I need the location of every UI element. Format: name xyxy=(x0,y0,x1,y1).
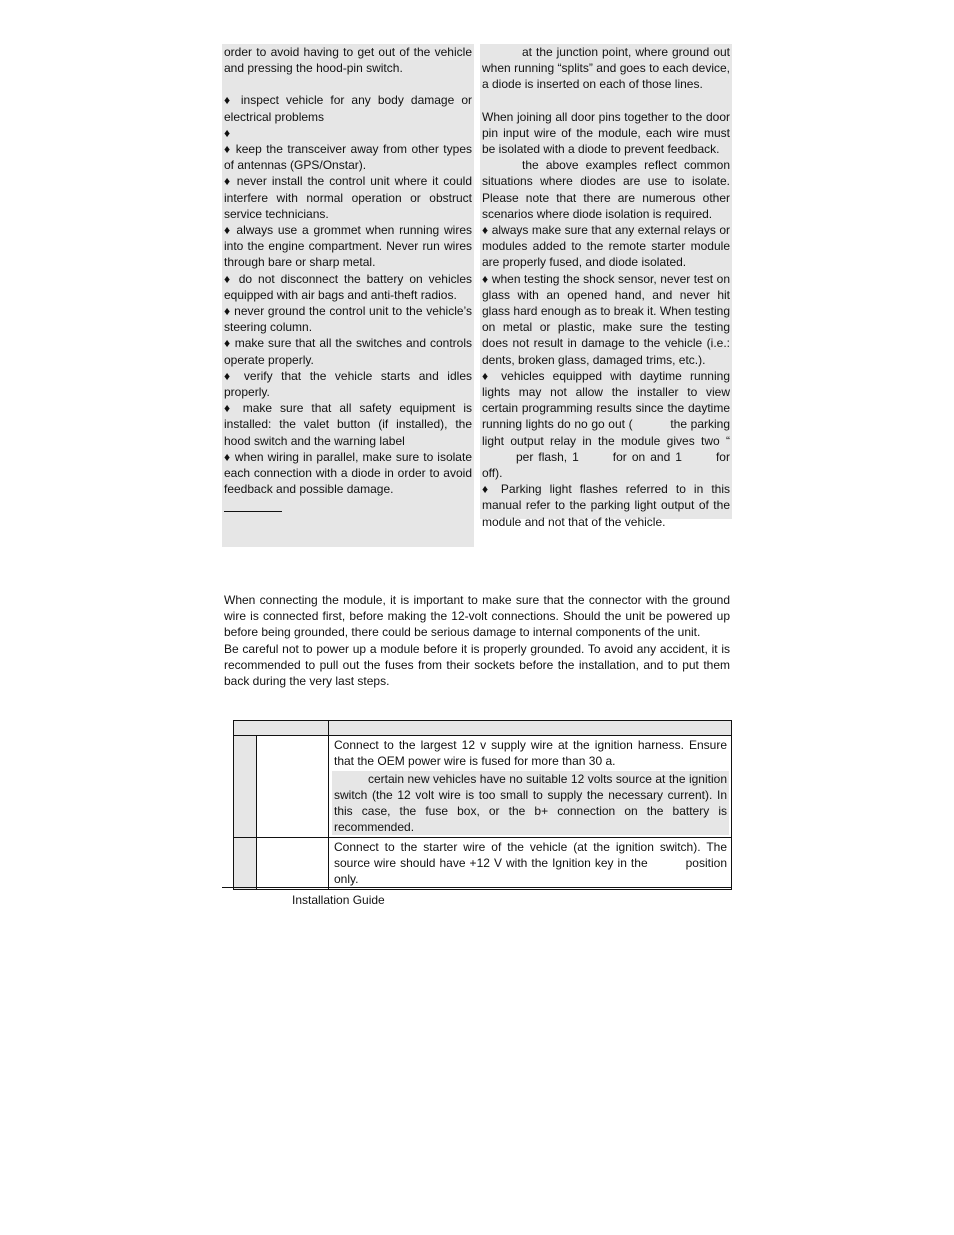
bullet-empty: ♦ xyxy=(224,125,231,140)
bullet-parking-flashes: ♦ Parking light flashes referred to in this manual refer to the parking light output of the module and not that of the vehicle. xyxy=(482,482,730,529)
bullet-battery: ♦ do not disconnect the battery on vehicles equipped with air bags and anti-theft radios. xyxy=(224,271,472,302)
grounding-paragraph-1: When connecting the module, it is important to make sure that the connector with the ground wire is connected first, before making the 12-volt connections. Should the unit be powered up before being grounded, there could be serious damage to internal components of the unit. xyxy=(224,593,730,640)
wire-connection-table xyxy=(233,720,732,890)
bullet-ground: ♦ never ground the control unit to the vehicle’s steering column. xyxy=(224,304,472,335)
bullet-grommet: ♦ always use a grommet when running wires into the engine compartment. Never run wires through bare or sharp metal. xyxy=(224,223,472,270)
junction-paragraph: at the junction point, where ground out when running “splits” and goes to each device, a diode is inserted on each of those lines. xyxy=(482,45,730,92)
pin-cell xyxy=(234,736,257,838)
footer-rule xyxy=(222,887,732,888)
table-header-row xyxy=(234,721,732,736)
bullet-safety: ♦ make sure that all safety equipment is installed: the valet button (if installed), the hood switch and the warning label xyxy=(224,401,472,448)
footer-title: Installation Guide xyxy=(292,893,385,907)
grounding-paragraph-2: Be careful not to power up a module before it is properly grounded. To avoid any accident, it is recommended to pull out the fuses from their sockets before the installation, and to put them back during the very last steps. xyxy=(224,641,730,689)
description-cell xyxy=(329,736,732,838)
pin-cell xyxy=(234,838,257,890)
bullet-daytime-lights: ♦ vehicles equipped with daytime running lights may not allow the installer to view certain programming results since the daytime running lights do no go out ( the parking light output relay in the module gives two “per flash, 1 for on and 1 for off). xyxy=(482,368,730,481)
wire-color-cell xyxy=(257,736,329,838)
bullet-shock-sensor: ♦ when testing the shock sensor, never test on glass with an opened hand, and never hit glass hard enough as to break it. When testing on metal or plastic, make sure the testing does not result in damage to the vehicle (i.e.: dents, broken glass, damaged trims, etc.). xyxy=(482,271,730,367)
bullet-control-unit: ♦ never install the control unit where it could interfere with normal operation or obstruct service technicians. xyxy=(224,174,472,221)
grounding-section xyxy=(224,592,730,689)
description-cell xyxy=(329,838,732,890)
row1-description: Connect to the largest 12 v supply wire at the ignition harness. Ensure that the OEM power wire is fused for more than 30 a. xyxy=(334,738,727,768)
bullet-transceiver: ♦ keep the transceiver away from other types of antennas (GPS/Onstar). xyxy=(224,142,472,173)
bullet-inspect: ♦ inspect vehicle for any body damage or electrical problems xyxy=(224,93,472,124)
row2-description: Connect to the starter wire of the vehicle (at the ignition switch). The source wire should have +12 V with the Ignition key in the position only. xyxy=(334,840,727,886)
bullet-parallel: ♦ when wiring in parallel, make sure to isolate each connection with a diode in order to avoid feedback and possible damage. xyxy=(224,449,472,497)
precautions-left-panel xyxy=(222,44,474,547)
door-pin-paragraph: When joining all door pins together to the door pin input wire of the module, each wire must be isolated with a diode to prevent feedback. xyxy=(482,109,730,157)
bullet-switches: ♦ make sure that all the switches and controls operate properly. xyxy=(224,336,472,367)
header-cell-wire xyxy=(234,721,329,736)
bullet-relays: ♦ always make sure that any external relays or modules added to the remote starter module are properly fused, and diode isolated. xyxy=(482,223,730,270)
bullet-starts: ♦ verify that the vehicle starts and idles properly. xyxy=(224,368,472,400)
table-row xyxy=(234,736,732,838)
examples-paragraph: the above examples reflect common situations where diodes are use to isolate. Please note that there are numerous other scenarios where diode isolation is required. xyxy=(482,158,730,221)
wire-color-cell xyxy=(257,838,329,890)
table-row xyxy=(234,838,732,890)
left-intro: order to avoid having to get out of the vehicle and pressing the hood-pin switch. xyxy=(224,45,472,76)
row1-note: certain new vehicles have no suitable 12 volts source at the ignition switch (the 12 volt wire is too small to supply the necessary current). In this case, the fuse box, or the b+ connection on the battery is recommended. xyxy=(334,772,727,834)
diode-right-panel xyxy=(480,44,732,529)
underline-rule xyxy=(224,511,282,512)
header-cell-description xyxy=(329,721,732,736)
